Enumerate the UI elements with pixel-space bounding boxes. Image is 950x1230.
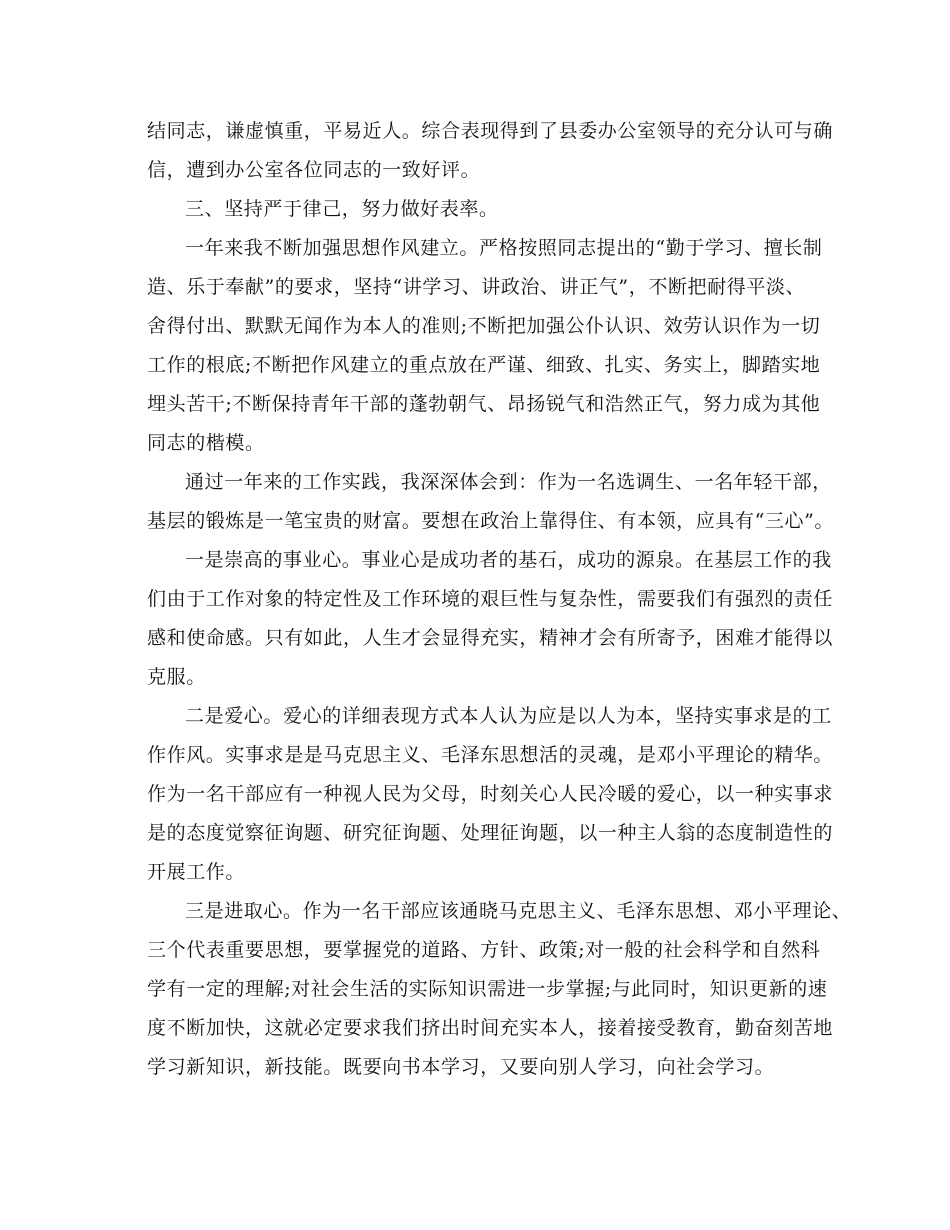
text-line: 三个代表重要思想，要掌握党的道路、方针、政策;对一般的社会科学和自然科: [147, 939, 821, 961]
text-line: 度不断加快，这就必定要求我们挤出时间充实本人，接着接受教育，勤奋刻苦地: [147, 1017, 834, 1039]
text-line: 二是爱心。爱心的详细表现方式本人认为应是以人为本，坚持实事求是的工: [185, 705, 832, 727]
text-line: 感和使命感。只有如此，人生才会显得充实，精神才会有所寄予，困难才能得以: [147, 627, 834, 649]
text-line: 作为一名干部应有一种视人民为父母，时刻关心人民冷暖的爱心，以一种实事求: [147, 783, 834, 805]
text-line: 通过一年来的工作实践，我深深体会到：作为一名选调生、一名年轻干部，: [185, 471, 832, 493]
text-line: 开展工作。: [147, 861, 246, 883]
text-line: 三是进取心。作为一名干部应该通晓马克思主义、毛泽东思想、邓小平理论、: [185, 900, 852, 922]
text-line: 作作风。实事求是是马克思主义、毛泽东思想活的灵魂，是邓小平理论的精华。: [147, 744, 834, 766]
text-line: 学习新知识，新技能。既要向书本学习，又要向别人学习，向社会学习。: [147, 1056, 775, 1078]
text-line: 是的态度觉察征询题、研究征询题、处理征询题，以一种主人翁的态度制造性的: [147, 822, 834, 844]
text-line: 舍得付出、默默无闻作为本人的准则;不断把加强公仆认识、效劳认识作为一切: [147, 315, 821, 337]
text-line: 基层的锻炼是一笔宝贵的财富。要想在政治上靠得住、有本领，应具有“三心”。: [147, 510, 835, 532]
text-line: 埋头苦干;不断保持青年干部的蓬勃朝气、昂扬锐气和浩然正气，努力成为其他: [147, 393, 821, 415]
text-line: 工作的根底;不断把作风建立的重点放在严谨、细致、扎实、务实上，脚踏实地: [147, 354, 821, 376]
text-line: 学有一定的理解;对社会生活的实际知识需进一步掌握;与此同时，知识更新的速: [147, 978, 828, 1000]
document-body: [147, 112, 852, 1087]
text-line: 们由于工作对象的特定性及工作环境的艰巨性与复杂性，需要我们有强烈的责任: [147, 588, 834, 610]
text-line: 一年来我不断加强思想作风建立。严格按照同志提出的“勤于学习、擅长制: [185, 237, 823, 259]
text-line: 一是崇高的事业心。事业心是成功者的基石，成功的源泉。在基层工作的我: [185, 549, 832, 571]
text-line: 克服。: [147, 666, 206, 688]
text-line: 信，遭到办公室各位同志的一致好评。: [147, 159, 481, 181]
text-line: 三、坚持严于律己，努力做好表率。: [185, 198, 499, 220]
text-line: 结同志，谦虚慎重，平易近人。综合表现得到了县委办公室领导的充分认可与确: [147, 120, 834, 142]
text-line: 造、乐于奉献”的要求，坚持“讲学习、讲政治、讲正气”，不断把耐得平淡、: [147, 276, 806, 298]
text-line: 同志的楷模。: [147, 432, 265, 454]
